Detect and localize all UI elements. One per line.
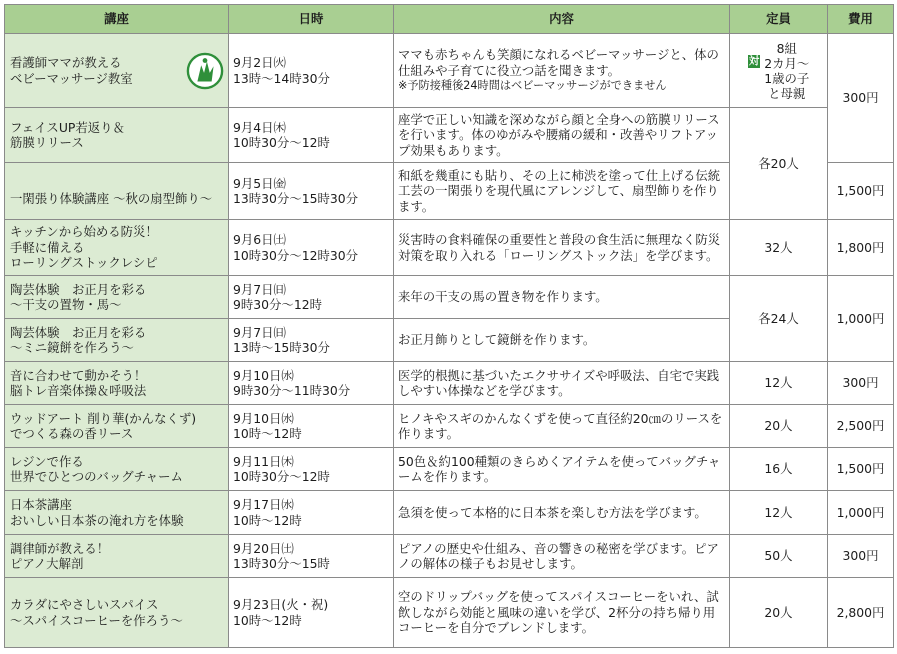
- header-fee: 費用: [828, 5, 894, 34]
- table-row: [5, 34, 894, 108]
- date-cell: 9月10日㈬ 10時～12時: [229, 405, 394, 448]
- description-cell: 医学的根拠に基づいたエクササイズや呼吸法、自宅で実践しやすい体操などを学びます。: [394, 362, 730, 405]
- table-row: [5, 220, 894, 276]
- description: ママも赤ちゃんも笑顔になれるベビーマッサージと、体の仕組みや子育てに役立つ話を聞きます。: [398, 47, 719, 78]
- table-header-row: [5, 5, 894, 34]
- date-cell: 9月6日㈯ 10時30分～12時30分: [229, 220, 394, 276]
- description-cell: [394, 34, 730, 108]
- course-name-cell: フェイスUP若返り＆ 筋膜リリース: [5, 108, 229, 163]
- course-name: 看護師ママが教える ベビーマッサージ教室: [10, 55, 133, 86]
- date-cell: 9月20日㈯ 13時30分～15時: [229, 535, 394, 578]
- description-cell: 座学で正しい知識を深めながら顔と全身への筋膜リリースを行います。体のゆがみや腰痛の緩和・改善やリフトアップ効果もあります。: [394, 108, 730, 163]
- table-row: [5, 362, 894, 405]
- capacity-cell: 12人: [730, 362, 828, 405]
- description-cell: 和紙を幾重にも貼り、その上に柿渋を塗って仕上げる伝統工芸の一閑張りを現代風にアレンジして、扇型飾りを作ります。: [394, 163, 730, 220]
- table-row: [5, 491, 894, 535]
- fee-cell: 300円: [828, 535, 894, 578]
- description-cell: 急須を使って本格的に日本茶を楽しむ方法を学びます。: [394, 491, 730, 535]
- date-cell: 9月23日(火・祝) 10時～12時: [229, 578, 394, 648]
- table-row: [5, 405, 894, 448]
- fee-cell: 1,000円: [828, 276, 894, 362]
- date-cell: 9月7日㈰ 9時30分～12時: [229, 276, 394, 319]
- fee-cell: 1,800円: [828, 220, 894, 276]
- table-row: [5, 578, 894, 648]
- course-name-cell: レジンで作る 世界でひとつのバッグチャーム: [5, 448, 229, 491]
- description-cell: 来年の干支の馬の置き物を作ります。: [394, 276, 730, 319]
- capacity-cell: 12人: [730, 491, 828, 535]
- date-cell: 9月4日㈭ 10時30分～12時: [229, 108, 394, 163]
- fee-cell: 2,800円: [828, 578, 894, 648]
- fee-cell: 1,000円: [828, 491, 894, 535]
- description-cell: お正月飾りとして鏡餅を作ります。: [394, 319, 730, 362]
- header-content: 内容: [394, 5, 730, 34]
- course-name-cell: 日本茶講座 おいしい日本茶の淹れ方を体験: [5, 491, 229, 535]
- course-name-cell: 陶芸体験 お正月を彩る ～干支の置物・馬～: [5, 276, 229, 319]
- course-name-cell: 音に合わせて動かそう！ 脳トレ音楽体操＆呼吸法: [5, 362, 229, 405]
- table-row: [5, 276, 894, 319]
- capacity-cell: 20人: [730, 405, 828, 448]
- course-table: [4, 4, 894, 648]
- course-name-cell: 調律師が教える！ ピアノ大解剖: [5, 535, 229, 578]
- hand-bird-emblem-icon: [186, 52, 224, 90]
- fee-cell: 1,500円: [828, 163, 894, 220]
- date-cell: 9月5日㈮ 13時30分～15時30分: [229, 163, 394, 220]
- table-row: [5, 108, 894, 163]
- description-cell: 災害時の食料確保の重要性と普段の食生活に無理なく防災対策を取り入れる「ローリングストック法」を学びます。: [394, 220, 730, 276]
- fee-cell: 300円: [828, 362, 894, 405]
- date-cell: 9月2日㈫ 13時～14時30分: [229, 34, 394, 108]
- course-name-cell: ウッドアート 削り華(かんなくず) でつくる森の香リース: [5, 405, 229, 448]
- description-cell: 50色＆約100種類のきらめくアイテムを使ってバッグチャームを作ります。: [394, 448, 730, 491]
- capacity-cell: 各20人: [730, 108, 828, 220]
- description-cell: ピアノの歴史や仕組み、音の響きの秘密を学びます。ピアノの解体の様子もお見せします。: [394, 535, 730, 578]
- course-name-cell: 陶芸体験 お正月を彩る ～ミニ鏡餅を作ろう～: [5, 319, 229, 362]
- course-name: 一閑張り体験講座 ～秋の扇型飾り～: [10, 191, 213, 206]
- date-cell: 9月17日㈬ 10時～12時: [229, 491, 394, 535]
- capacity-cell: 50人: [730, 535, 828, 578]
- date-cell: 9月10日㈬ 9時30分～11時30分: [229, 362, 394, 405]
- capacity-cell: [730, 34, 828, 108]
- fee-cell: 2,500円: [828, 405, 894, 448]
- description-cell: ヒノキやスギのかんなくずを使って直径約20㎝のリースを作ります。: [394, 405, 730, 448]
- capacity-cell: 各24人: [730, 276, 828, 362]
- header-course: 講座: [5, 5, 229, 34]
- note-text: ※予防接種後24時間はベビーマッサージができません: [398, 79, 667, 93]
- table-row: [5, 535, 894, 578]
- course-name-cell: [5, 34, 229, 108]
- header-datetime: 日時: [229, 5, 394, 34]
- course-name-cell: [5, 163, 229, 220]
- date-cell: 9月11日㈭ 10時30分～12時: [229, 448, 394, 491]
- capacity-value: 8組 2カ月～ 1歳の子 と母親: [764, 40, 810, 101]
- capacity-cell: 32人: [730, 220, 828, 276]
- description-cell: 空のドリップバッグを使ってスパイスコーヒーをいれ、試飲しながら効能と風味の違いを学び、2杯分の持ち帰り用コーヒーを自分でブレンドします。: [394, 578, 730, 648]
- date-cell: 9月7日㈰ 13時～15時30分: [229, 319, 394, 362]
- header-capacity: 定員: [730, 5, 828, 34]
- capacity-cell: 20人: [730, 578, 828, 648]
- table-row: [5, 448, 894, 491]
- capacity-cell: 16人: [730, 448, 828, 491]
- course-name-cell: カラダにやさしいスパイス ～スパイスコーヒーを作ろう～: [5, 578, 229, 648]
- fee-cell: 300円: [828, 34, 894, 163]
- fee-cell: 1,500円: [828, 448, 894, 491]
- target-badge: 対: [748, 54, 760, 67]
- course-name-cell: キッチンから始める防災！ 手軽に備える ローリングストックレシピ: [5, 220, 229, 276]
